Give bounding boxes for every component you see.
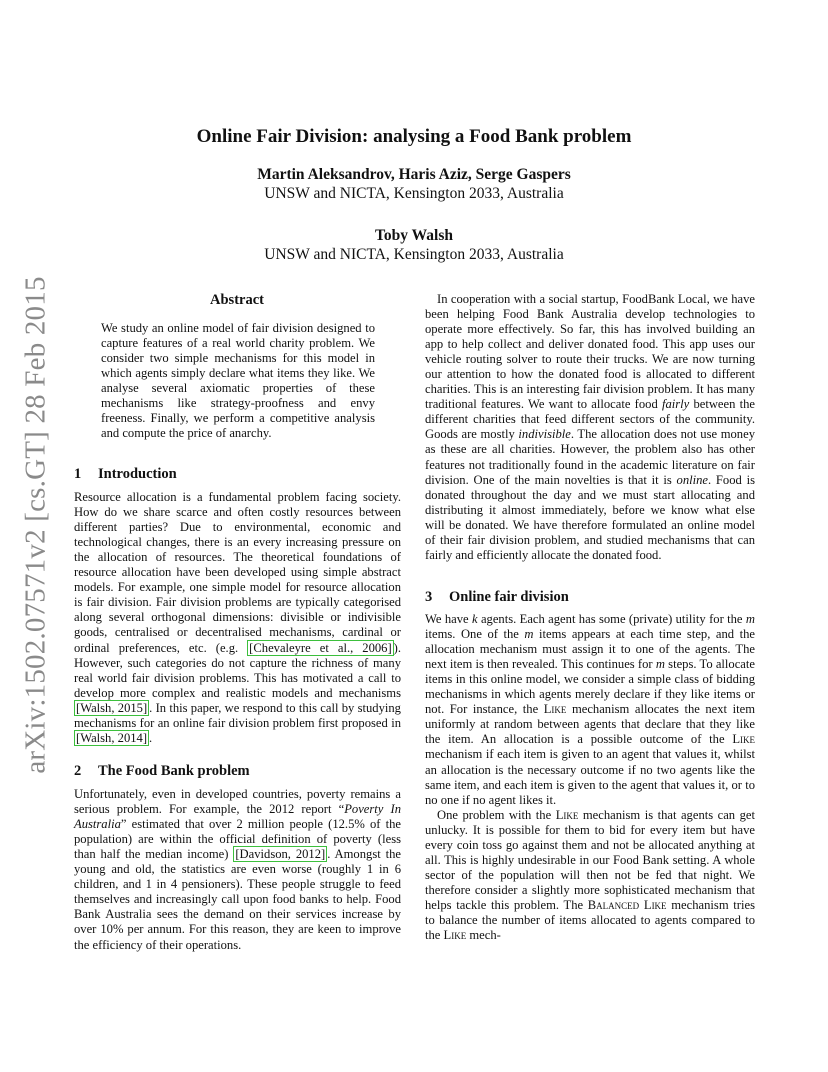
citation-link[interactable]: [Davidson, 2012] <box>235 847 326 862</box>
paragraph: Resource allocation is a fundamental problem facing society. How do we share scarce and often costly resources between different parties? Due to environmental, economic and technological changes, there is an every increasing pressure on the allocation of resources. The theoretical foundations of resource allocation have been developed using simple abstract models. For example, one simple model for resource allocation is fair division. Fair division problems are typically categorised along several orthogonal dimensions: divisible or indivisible goods, centralised or decentralised mechanisms, cardinal or ordinal preferences, etc. (e.g. [Chevaleyre et al., 2006] ). However, such categories do not capture the richness of many real world fair division problems. This has motivated a call to develop more complex and realistic models and mechanisms [Walsh, 2015] . In this paper, we respond to this call by studying mechanisms for an online fair division problem first proposed in [Walsh, 2014] . <box>74 490 401 745</box>
section-heading <box>74 764 401 779</box>
section-heading <box>74 467 401 482</box>
paragraph: One problem with the Like mechanism is that agents can get unlucky. It is possible for them to bid for every item but have every coin toss go against them and not be allocated anything at all. This is highly undesirable in our Food Bank setting. A whole sector of the population will then not be fed that night. We therefore consider a slightly more sophisticated mechanism that helps tackle this problem. The Balanced Like mechanism tries to balance the number of items allocated to agents compared to the Like mech- <box>425 807 755 943</box>
section-title: Introduction <box>98 466 177 482</box>
paragraph: We have k agents. Each agent has some (private) utility for the m items. One of the m items appears at each time step, and the allocation mechanism must assign it to one of the agents. The next item is then revealed. This continues for m steps. To allocate items in this online model, we consider a simple class of bidding mechanisms in which agents merely declare if they like items or not. For instance, the Like mechanism allocates the next item uniformly at random between agents that declare that they like the item. An allocation is a possible outcome of the Like mechanism if each item is given to an agent that values it, whilst an allocation is the necessary outcome if no two agents like the same item, and each item is given to the agent that values it, or to no one if no agent likes it. <box>425 612 755 807</box>
citation-link[interactable]: [Chevaleyre et al., 2006] <box>249 640 392 655</box>
paragraph: Unfortunately, even in developed countries, poverty remains a serious problem. For example, the 2012 report “Poverty In Australia” estimated that over 2 million people (12.5% of the population) are within the official definition of poverty (less than half the median income) [Davidson, 2012] . Amongst the young and old, the statistics are even worse (roughly 1 in 6 children, and 1 in 4 pensioners). These people struggle to feed themselves and increasingly call upon food banks to help. Food Bank Australia sees the demand on their services increase by over 10% per annum. For this reason, they are keen to improve the efficiency of their operations. <box>74 787 401 952</box>
abstract-heading: Abstract <box>210 292 264 308</box>
author-list-2: Toby Walsh <box>375 227 453 244</box>
section-1 <box>74 467 401 746</box>
citation-link[interactable]: [Walsh, 2014] <box>76 730 148 745</box>
affiliation-1: UNSW and NICTA, Kensington 2033, Australia <box>264 185 564 202</box>
affiliation-2: UNSW and NICTA, Kensington 2033, Australia <box>264 246 564 263</box>
section-number: 3 <box>425 589 433 605</box>
citation-link[interactable]: [Walsh, 2015] <box>76 700 148 715</box>
section-title: Online fair division <box>449 589 569 605</box>
section-2-continued <box>425 292 755 563</box>
section-number: 1 <box>74 466 82 482</box>
section-3 <box>425 590 755 943</box>
author-list-1: Martin Aleksandrov, Haris Aziz, Serge Gaspers <box>257 166 571 183</box>
abstract-text: We study an online model of fair division designed to capture features of a real world charity problem. We consider two simple mechanisms for this model in which agents simply declare what items they like. We analyse several axiomatic properties of these mechanisms like strategy-proofness and envy freeness. Finally, we perform a competitive analysis and compute the price of anarchy. <box>101 321 375 441</box>
arxiv-identifier-sidebar <box>14 276 58 774</box>
section-number: 2 <box>74 763 82 779</box>
section-2 <box>74 764 401 953</box>
paragraph: In cooperation with a social startup, FoodBank Local, we have been helping Food Bank Australia develop technologies to operate more effectively. So far, this has involved building an app to help collect and deliver donated food. This app uses our vehicle routing solver to route their trucks. We are now turning our attention to how the donated food is allocated to different charities. This is an interesting fair division problem. It has many traditional features. We want to allocate food fairly between the different charities that feed different sectors of the community. Goods are mostly indivisible. The allocation does not use money as these are all charities. However, the problem also has other features not traditionally found in the academic literature on fair division. One of the main novelties is that it is online. Food is donated throughout the day and we must start allocating and distributing it almost immediately, before we know what else will be donated. We have therefore formulated an online model of their fair division problem, and studied mechanisms that can fairly and efficiently allocate the donated food. <box>425 292 756 562</box>
section-title: The Food Bank problem <box>98 763 250 779</box>
paper-title: Online Fair Division: analysing a Food Bank problem <box>196 126 632 147</box>
section-heading <box>425 590 755 605</box>
arxiv-identifier-text: arXiv:1502.07571v2 [cs.GT] 28 Feb 2015 <box>19 276 52 774</box>
